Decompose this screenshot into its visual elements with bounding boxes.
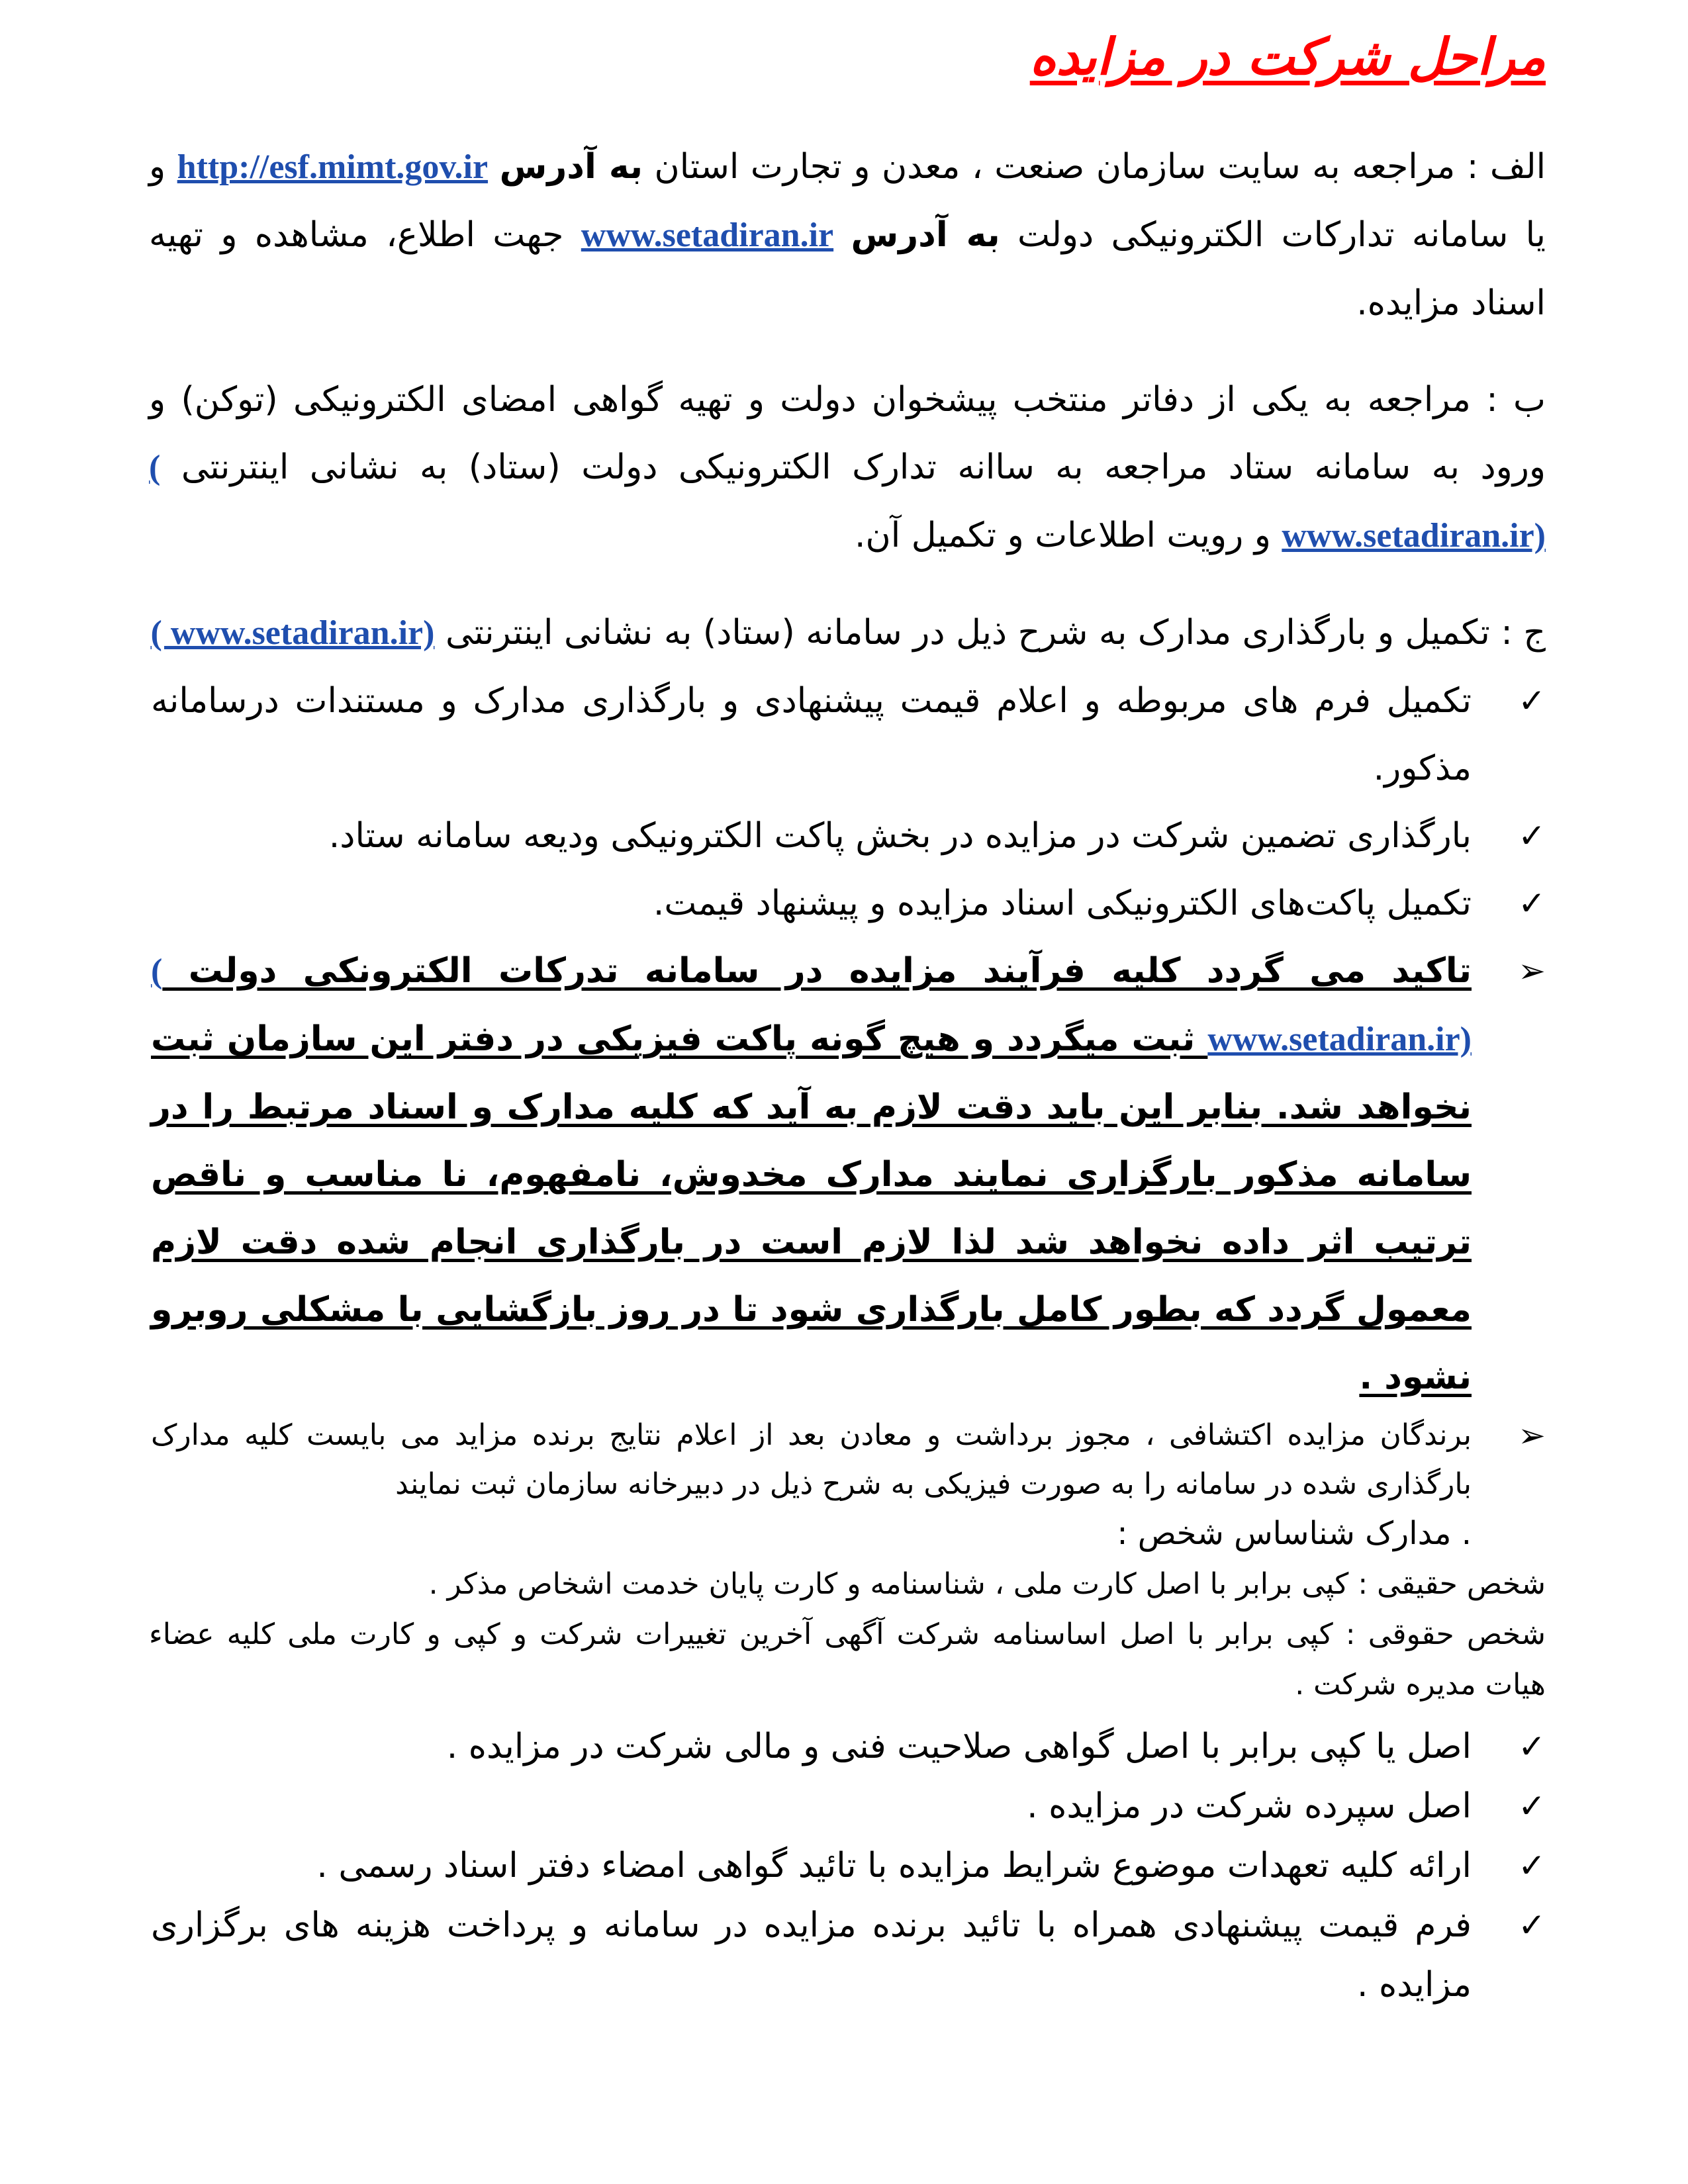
paragraph-b-text-2: و رویت اطلاعات و تکمیل آن. [855, 516, 1282, 556]
paragraph-a [149, 133, 1546, 337]
check-icon: ✓ [1518, 1846, 1546, 1886]
list-item-text: اصل سپرده شرکت در مزایده . [1027, 1786, 1472, 1827]
setadiran-link-1[interactable]: www.setadiran.ir [581, 216, 834, 255]
list-item-text: تکمیل پاکت‌های الکترونیکی اسناد مزایده و پیشنهاد قیمت. [653, 884, 1472, 924]
paragraph-a-text-2: و یا سامانه تدارکات الکترونیکی دولت [149, 147, 1546, 255]
check-icon: ✓ [1518, 682, 1546, 721]
arrow-bullet-icon: ➢ [1518, 952, 1546, 991]
real-person-docs: شخص حقیقی : کپی برابر با اصل کارت ملی ، شناسنامه و کارت پایان خدمت اشخاص مذکر . [428, 1567, 1546, 1602]
paragraph-b [149, 366, 1546, 570]
upload-steps-list [149, 667, 1546, 1559]
legal-person-docs: شخص حقوقی : کپی برابر با اصل اساسنامه شرکت آگهی آخرین تغییرات شرکت و کپی و کارت ملی کلیه عضاء هیات مدیره شرکت . [149, 1617, 1546, 1702]
address-label-1: به آدرس [499, 147, 643, 187]
check-icon: ✓ [1518, 884, 1546, 923]
paragraph-a-text-3: جهت اطلاع، مشاهده و تهیه اسناد مزایده. [149, 215, 1546, 324]
physical-docs-list [149, 1717, 1546, 2015]
mimt-link[interactable]: http://esf.mimt.gov.ir [177, 148, 489, 187]
list-item [151, 667, 1546, 802]
document-page [149, 26, 1546, 2015]
list-item-text: اصل یا کپی برابر با اصل گواهی صلاحیت فنی و مالی شرکت در مزایده . [446, 1727, 1472, 1767]
check-icon: ✓ [1518, 1906, 1546, 1945]
id-docs-label: . مدارک شناساس شخص : [1117, 1515, 1472, 1553]
list-item [151, 1776, 1546, 1836]
list-item [151, 802, 1546, 870]
list-item [151, 1895, 1546, 2015]
list-item-text: تکمیل فرم های مربوطه و اعلام قیمت پیشنهادی و بارگذاری مدارک و مستندات درسامانه مذکور. [151, 681, 1472, 789]
setadiran-link-3[interactable]: ( www.setadiran.ir) [150, 614, 435, 653]
list-item [151, 1717, 1546, 1776]
paragraph-c [149, 599, 1546, 667]
paragraph-c-text: ج : تکمیل و بارگذاری مدارک به شرح ذیل در سامانه (ستاد) به نشانی اینترنتی [434, 613, 1546, 653]
page-title: مراحل شرکت در مزایده [1029, 27, 1546, 86]
check-icon: ✓ [1518, 1787, 1546, 1826]
list-item-text: ارائه کلیه تعهدات موضوع شرایط مزایده با تائید گواهی امضاء دفتر اسناد رسمی . [316, 1846, 1472, 1886]
winners-item [151, 1411, 1546, 1559]
emphasis-item [151, 937, 1546, 1411]
paragraph-b-text-1: ب : مراجعه به یکی از دفاتر منتخب پیشخوان دولت و تهیه گواهی امضای الکترونیکی (توکن) و ورود به سامانه ستاد مراجعه به ساانه تدارک الکترونیکی دولت (ستاد) به نشانی اینترنتی [149, 380, 1546, 488]
check-icon: ✓ [1518, 1727, 1546, 1766]
check-icon: ✓ [1518, 817, 1546, 856]
setadiran-link-4[interactable]: ( www.setadiran.ir) [151, 952, 1472, 1059]
emphasis-text-1: تاکید می گردد کلیه فرآیند مزایده در سامانه تدرکات الکترونکی دولت [162, 951, 1472, 991]
paragraph-a-text-1: الف : مراجعه به سایت سازمان صنعت ، معدن و تجارت استان [643, 147, 1546, 187]
setadiran-link-2[interactable]: ( www.setadiran.ir) [149, 449, 1546, 555]
list-item-text: فرم قیمت پیشنهادی همراه با تائید برنده مزایده در سامانه و پرداخت هزینه های برگزاری مزایده . [151, 1905, 1472, 2005]
address-label-2: به آدرس [851, 215, 1000, 255]
winners-text: برندگان مزایده اکتشافی ، مجوز برداشت و معادن بعد از اعلام نتایج برنده مزاید می بایست کلیه مدارک بارگذاری شده در سامانه را به صورت فیزیکی به شرح ذیل در دبیرخانه سازمان ثبت نمایند [151, 1418, 1472, 1502]
emphasis-text-2: ثبت میگردد و هیچ گونه پاکت فیزیکی در دفتر این سازمان ثبت نخواهد شد. بنابر این باید دقت لازم به آید که کلیه مدارک و اسناد مرتبط را در سامانه مذکور بارگزاری نمایند مدارک مخدوش، نامفهوم، نا مناسب و ناقص ترتیب اثر داده نخواهد شد لذا لازم است در بارگذاری انجام شده دقت لازم معمول گردد که بطور کامل بارگذاری شود تا در روز بازگشایی با مشکلی روبرو نشود . [151, 1019, 1472, 1398]
list-item [151, 870, 1546, 937]
arrow-bullet-icon: ➢ [1518, 1416, 1546, 1455]
list-item [151, 1836, 1546, 1895]
list-item-text: بارگذاری تضمین شرکت در مزایده در بخش پاکت الکترونیکی ودیعه سامانه ستاد. [328, 816, 1472, 856]
